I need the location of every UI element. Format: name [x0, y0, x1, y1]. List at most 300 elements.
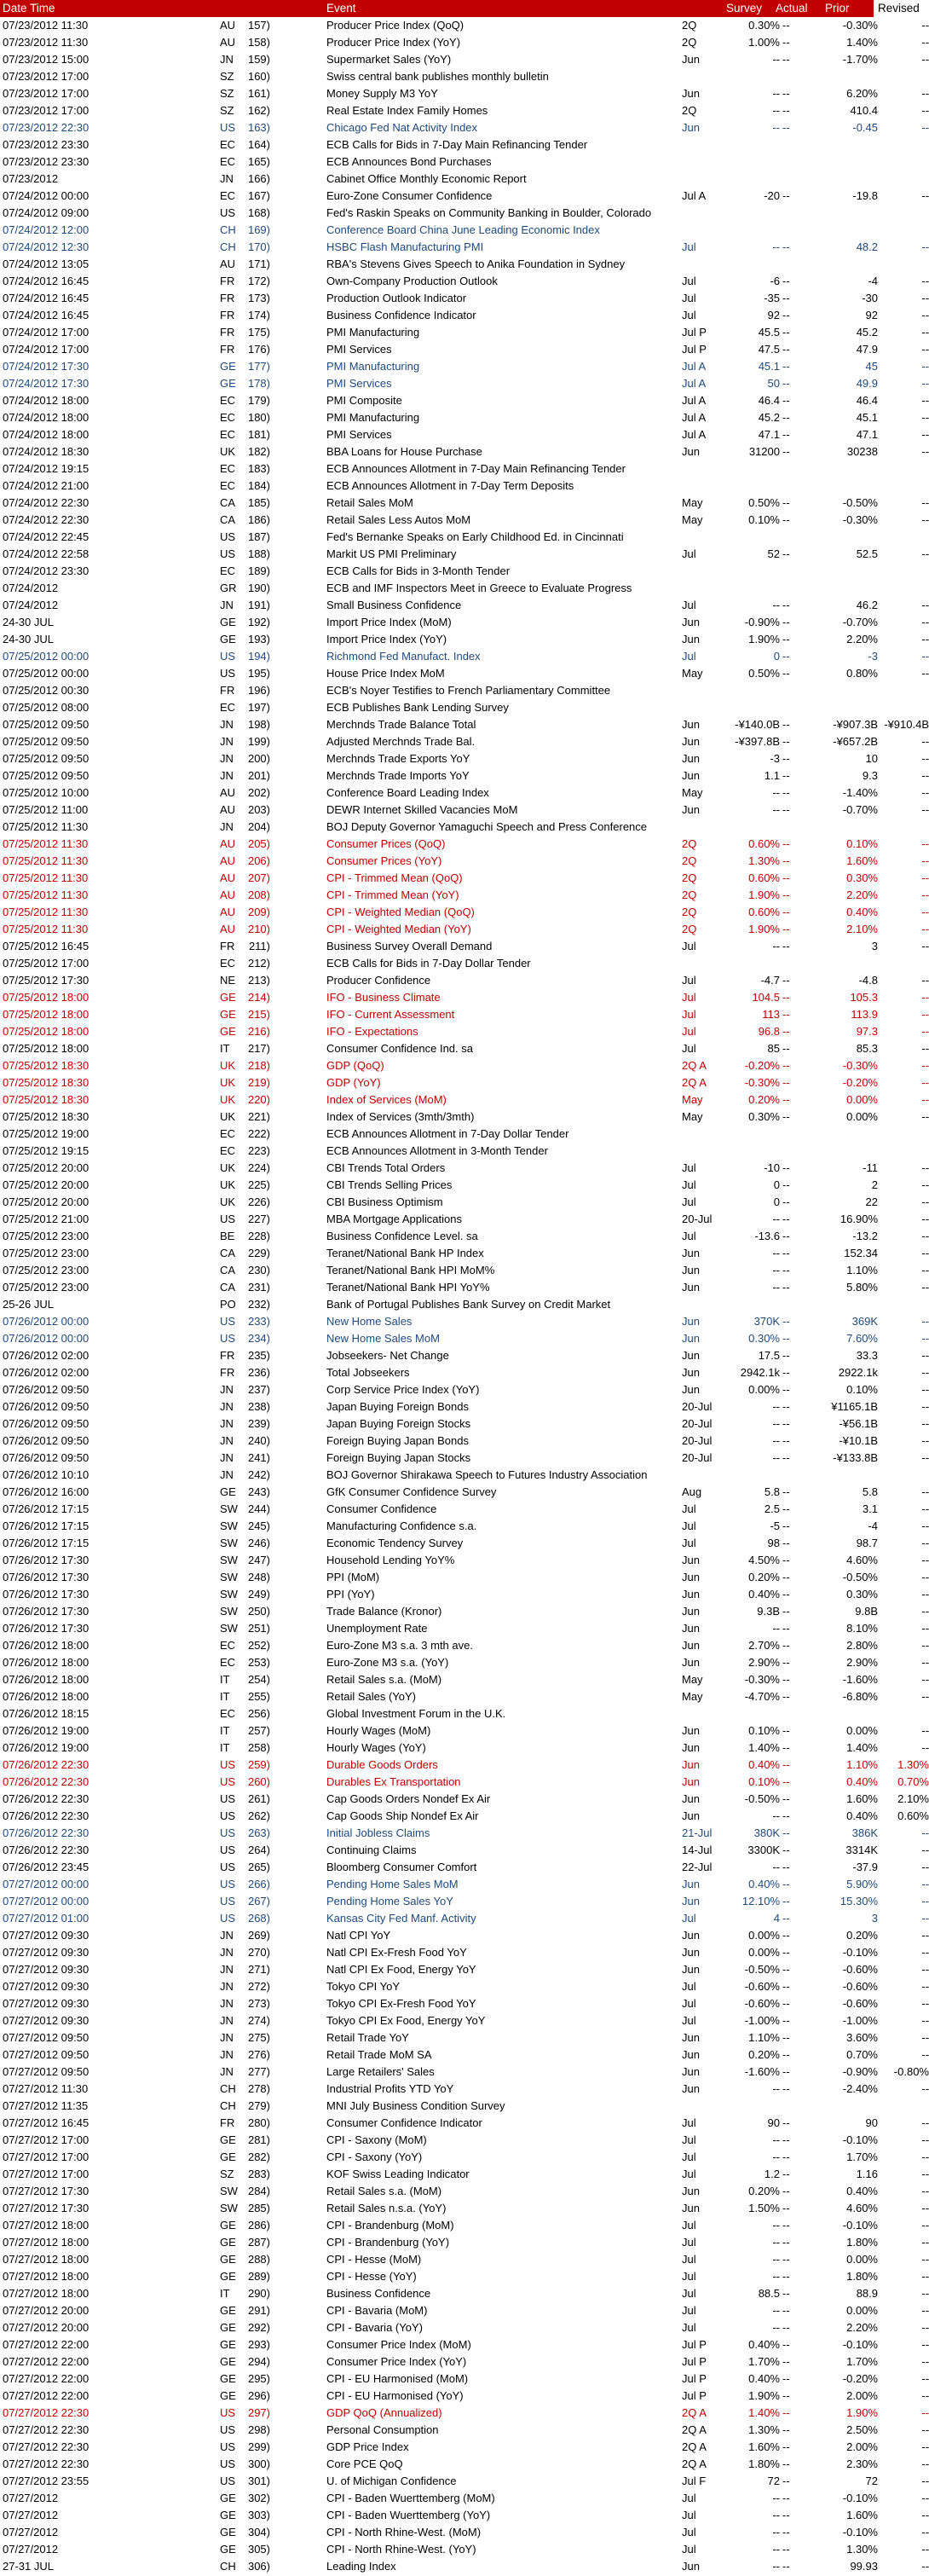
table-row[interactable] — [0, 1944, 929, 1961]
table-row[interactable] — [0, 153, 929, 171]
period: Jun — [682, 1946, 700, 1959]
country-code: JN — [220, 1400, 234, 1413]
table-row[interactable] — [0, 1978, 929, 1995]
table-row[interactable] — [0, 460, 929, 478]
table-row[interactable] — [0, 2353, 929, 2370]
survey-value: 45.2 — [758, 411, 780, 424]
prior-value: 3 — [871, 940, 878, 952]
table-row[interactable] — [0, 2132, 929, 2149]
revised-value: -- — [921, 36, 929, 49]
table-row[interactable] — [0, 2490, 929, 2507]
table-row[interactable] — [0, 921, 929, 938]
table-row[interactable] — [0, 1160, 929, 1177]
table-row[interactable] — [0, 1415, 929, 1433]
table-row[interactable] — [0, 1091, 929, 1109]
prior-value: 0.70% — [846, 2048, 878, 2061]
prior-value: 4.60% — [846, 2202, 878, 2214]
table-row[interactable] — [0, 1620, 929, 1637]
event-number: 206) — [247, 854, 270, 867]
event-number: 159) — [247, 53, 270, 66]
country-code: AU — [220, 36, 236, 49]
table-row[interactable] — [0, 1654, 929, 1671]
survey-value: -0.50% — [744, 1792, 780, 1805]
period: May — [682, 1673, 703, 1686]
table-row[interactable] — [0, 1501, 929, 1518]
country-code: GE — [220, 1008, 236, 1021]
table-row[interactable] — [0, 222, 929, 239]
country-code: EC — [220, 462, 236, 475]
survey-value: 0 — [773, 1178, 780, 1191]
table-row[interactable] — [0, 1296, 929, 1313]
actual-value: -- — [782, 889, 790, 901]
table-row[interactable] — [0, 767, 929, 784]
table-row[interactable] — [0, 853, 929, 870]
table-row[interactable] — [0, 51, 929, 68]
actual-value: -- — [782, 2440, 790, 2453]
survey-value: -- — [772, 240, 780, 253]
date-time: 07/24/2012 16:45 — [3, 309, 89, 321]
period: Jun — [682, 2185, 700, 2197]
date-time: 07/27/2012 22:00 — [3, 2355, 89, 2368]
table-row[interactable] — [0, 2319, 929, 2336]
table-row[interactable] — [0, 2336, 929, 2353]
survey-value: 1.50% — [748, 2202, 780, 2214]
revised-value: -- — [921, 2492, 929, 2504]
period: Jun — [682, 2560, 700, 2573]
table-row[interactable] — [0, 1177, 929, 1194]
table-row[interactable] — [0, 2388, 929, 2405]
table-row[interactable] — [0, 2081, 929, 2098]
period: 2Q A — [682, 2457, 707, 2470]
survey-value: 0 — [773, 650, 780, 663]
table-row[interactable] — [0, 188, 929, 205]
event-number: 162) — [247, 104, 270, 117]
table-row[interactable] — [0, 1842, 929, 1859]
table-row[interactable] — [0, 1040, 929, 1057]
table-row[interactable] — [0, 1688, 929, 1705]
prior-value: -1.00% — [842, 2014, 878, 2027]
table-row[interactable] — [0, 1467, 929, 1484]
event-name: New Home Sales MoM — [326, 1332, 440, 1345]
table-row[interactable] — [0, 648, 929, 665]
table-row[interactable] — [0, 1637, 929, 1654]
actual-value: -- — [782, 309, 790, 321]
event-number: 237) — [247, 1383, 270, 1396]
table-row[interactable] — [0, 2234, 929, 2251]
event-number: 304) — [247, 2526, 270, 2538]
event-name: ECB Announces Bond Purchases — [326, 155, 492, 168]
revised-value: -- — [921, 1008, 929, 1021]
event-number: 209) — [247, 906, 270, 918]
table-row[interactable] — [0, 1194, 929, 1211]
revised-value: -- — [921, 1741, 929, 1754]
event-number: 278) — [247, 2082, 270, 2095]
date-time: 07/27/2012 11:30 — [3, 2082, 89, 2095]
table-row[interactable] — [0, 887, 929, 904]
table-row[interactable] — [0, 2302, 929, 2319]
table-row[interactable] — [0, 495, 929, 512]
table-row[interactable] — [0, 2370, 929, 2388]
table-row[interactable] — [0, 2064, 929, 2081]
table-row[interactable] — [0, 972, 929, 989]
table-row[interactable] — [0, 2422, 929, 2439]
table-row[interactable] — [0, 2183, 929, 2200]
country-code: UK — [220, 1076, 236, 1089]
table-row[interactable] — [0, 1705, 929, 1722]
country-code: IT — [220, 1042, 230, 1055]
table-row[interactable] — [0, 819, 929, 836]
table-row[interactable] — [0, 1313, 929, 1330]
survey-value: 1.90% — [748, 2389, 780, 2402]
table-row[interactable] — [0, 1143, 929, 1160]
date-time: 07/24/2012 — [3, 599, 59, 611]
table-row[interactable] — [0, 904, 929, 921]
event-name: PMI Services — [326, 377, 392, 390]
actual-value: -- — [782, 1332, 790, 1345]
table-row[interactable] — [0, 682, 929, 699]
table-row[interactable] — [0, 597, 929, 614]
table-row[interactable] — [0, 2268, 929, 2285]
table-row[interactable] — [0, 2405, 929, 2422]
table-row[interactable] — [0, 1398, 929, 1415]
survey-value: -- — [772, 1400, 780, 1413]
period: 20-Jul — [682, 1434, 713, 1447]
table-row[interactable] — [0, 836, 929, 853]
table-row[interactable] — [0, 443, 929, 460]
survey-value: 12.10% — [741, 1895, 780, 1907]
table-row[interactable] — [0, 1023, 929, 1040]
table-row[interactable] — [0, 938, 929, 955]
survey-value: 0.00% — [748, 1383, 780, 1396]
survey-value: 0.20% — [748, 1093, 780, 1106]
date-time: 07/25/2012 09:50 — [3, 735, 89, 748]
date-time: 24-30 JUL — [3, 616, 54, 628]
table-row[interactable] — [0, 1109, 929, 1126]
table-row[interactable] — [0, 1535, 929, 1552]
table-row[interactable] — [0, 205, 929, 222]
period: May — [682, 496, 703, 509]
table-row[interactable] — [0, 1381, 929, 1398]
table-row[interactable] — [0, 1074, 929, 1091]
table-row[interactable] — [0, 2217, 929, 2234]
table-row[interactable] — [0, 409, 929, 426]
table-row[interactable] — [0, 614, 929, 631]
period: Jul — [682, 1042, 696, 1055]
actual-value: -- — [782, 667, 790, 680]
event-name: Durables Ex Transportation — [326, 1775, 461, 1788]
date-time: 07/26/2012 22:30 — [3, 1826, 89, 1839]
table-row[interactable] — [0, 1057, 929, 1074]
table-row[interactable] — [0, 529, 929, 546]
period: May — [682, 513, 703, 526]
period: Jul — [682, 1980, 696, 1993]
table-row[interactable] — [0, 563, 929, 580]
table-row[interactable] — [0, 1808, 929, 1825]
prior-value: -0.30% — [842, 513, 878, 526]
revised-value: -- — [921, 1724, 929, 1737]
table-row[interactable] — [0, 955, 929, 972]
table-row[interactable] — [0, 989, 929, 1006]
event-number: 242) — [247, 1468, 270, 1481]
period: Jul — [682, 2543, 696, 2556]
period: Jul — [682, 1502, 696, 1515]
actual-value: -- — [782, 2526, 790, 2538]
country-code: JN — [220, 1946, 234, 1959]
table-row[interactable] — [0, 2251, 929, 2268]
survey-value: 50 — [767, 377, 780, 390]
table-row[interactable] — [0, 1876, 929, 1893]
table-row[interactable] — [0, 2098, 929, 2115]
table-row[interactable] — [0, 1603, 929, 1620]
table-row[interactable] — [0, 1228, 929, 1245]
survey-value: -1.00% — [744, 2014, 780, 2027]
survey-value: 4 — [773, 1912, 780, 1925]
table-row[interactable] — [0, 2046, 929, 2064]
table-row[interactable] — [0, 239, 929, 256]
revised-value: -- — [921, 394, 929, 407]
table-row[interactable] — [0, 2541, 929, 2558]
event-number: 178) — [247, 377, 270, 390]
table-row[interactable] — [0, 784, 929, 802]
table-row[interactable] — [0, 1552, 929, 1569]
prior-value: 3.1 — [862, 1502, 878, 1515]
table-row[interactable] — [0, 1893, 929, 1910]
table-row[interactable] — [0, 2200, 929, 2217]
event-number: 296) — [247, 2389, 270, 2402]
country-code: US — [220, 1775, 236, 1788]
table-row[interactable] — [0, 1347, 929, 1364]
date-time: 07/26/2012 19:00 — [3, 1724, 89, 1737]
table-row[interactable] — [0, 1740, 929, 1757]
table-row[interactable] — [0, 750, 929, 767]
table-row[interactable] — [0, 2285, 929, 2302]
table-row[interactable] — [0, 1484, 929, 1501]
event-name: Tokyo CPI Ex-Fresh Food YoY — [326, 1997, 476, 2010]
event-name: CPI - Weighted Median (QoQ) — [326, 906, 475, 918]
table-row[interactable] — [0, 1569, 929, 1586]
event-number: 257) — [247, 1724, 270, 1737]
date-time: 07/27/2012 11:35 — [3, 2099, 89, 2112]
country-code: CA — [220, 1281, 236, 1294]
actual-value: -- — [782, 104, 790, 117]
table-row[interactable] — [0, 85, 929, 102]
survey-value: -- — [772, 1622, 780, 1635]
prior-value: 6.20% — [846, 87, 878, 100]
table-row[interactable] — [0, 358, 929, 375]
period: Jul — [682, 547, 696, 560]
event-number: 243) — [247, 1485, 270, 1498]
table-row[interactable] — [0, 426, 929, 443]
table-row[interactable] — [0, 1825, 929, 1842]
event-name: IFO - Business Climate — [326, 991, 441, 1004]
period: May — [682, 667, 703, 680]
table-row[interactable] — [0, 1791, 929, 1808]
table-row[interactable] — [0, 17, 929, 34]
table-row[interactable] — [0, 802, 929, 819]
revised-value: -- — [921, 650, 929, 663]
table-row[interactable] — [0, 1006, 929, 1023]
table-row[interactable] — [0, 375, 929, 392]
table-row[interactable] — [0, 2473, 929, 2490]
table-row[interactable] — [0, 2456, 929, 2473]
prior-value: 1.70% — [846, 2151, 878, 2163]
date-time: 07/27/2012 09:30 — [3, 1980, 89, 1993]
table-row[interactable] — [0, 716, 929, 733]
table-row[interactable] — [0, 2558, 929, 2575]
survey-value: 72 — [767, 2475, 780, 2487]
country-code: CA — [220, 1264, 236, 1276]
table-row[interactable] — [0, 478, 929, 495]
country-code: GE — [220, 2355, 236, 2368]
actual-value: -- — [782, 2014, 790, 2027]
date-time: 07/25/2012 17:00 — [3, 957, 89, 970]
period: Jul — [682, 974, 696, 987]
header-event: Event — [326, 2, 356, 14]
table-row[interactable] — [0, 1126, 929, 1143]
actual-value: -- — [782, 1724, 790, 1737]
prior-value: -0.10% — [842, 2133, 878, 2146]
country-code: AU — [220, 871, 236, 884]
period: Jun — [682, 53, 700, 66]
table-row[interactable] — [0, 665, 929, 682]
prior-value: -37.9 — [852, 1861, 878, 1873]
header-revised: Revised — [878, 2, 920, 14]
event-name: Consumer Confidence Indicator — [326, 2116, 482, 2129]
table-row[interactable] — [0, 1262, 929, 1279]
table-row[interactable] — [0, 273, 929, 290]
date-time: 07/25/2012 17:30 — [3, 974, 89, 987]
table-row[interactable] — [0, 392, 929, 409]
table-row[interactable] — [0, 1245, 929, 1262]
country-code: SZ — [220, 70, 234, 83]
table-row[interactable] — [0, 1671, 929, 1688]
event-number: 277) — [247, 2065, 270, 2078]
table-row[interactable] — [0, 1450, 929, 1467]
country-code: CA — [220, 496, 236, 509]
date-time: 07/25/2012 23:00 — [3, 1247, 89, 1259]
date-time: 07/26/2012 17:30 — [3, 1554, 89, 1566]
revised-value: -- — [921, 2440, 929, 2453]
date-time: 07/27/2012 18:00 — [3, 2219, 89, 2232]
table-row[interactable] — [0, 341, 929, 358]
country-code: EC — [220, 479, 236, 492]
table-row[interactable] — [0, 733, 929, 750]
period: 2Q — [682, 889, 697, 901]
survey-value: 0.60% — [748, 837, 780, 850]
table-row[interactable] — [0, 2524, 929, 2541]
table-row[interactable] — [0, 1722, 929, 1740]
table-row[interactable] — [0, 68, 929, 85]
table-row[interactable] — [0, 1330, 929, 1347]
table-row[interactable] — [0, 1859, 929, 1876]
table-row[interactable] — [0, 1433, 929, 1450]
table-row[interactable] — [0, 546, 929, 563]
event-number: 232) — [247, 1298, 270, 1311]
table-row[interactable] — [0, 307, 929, 324]
table-row[interactable] — [0, 2012, 929, 2029]
table-row[interactable] — [0, 1757, 929, 1774]
country-code: GE — [220, 377, 236, 390]
event-number: 198) — [247, 718, 270, 731]
table-row[interactable] — [0, 290, 929, 307]
table-row[interactable] — [0, 1774, 929, 1791]
table-row[interactable] — [0, 631, 929, 648]
table-row[interactable] — [0, 870, 929, 887]
table-row[interactable] — [0, 256, 929, 273]
period: Jun — [682, 1332, 700, 1345]
country-code: FR — [220, 1366, 235, 1379]
table-row[interactable] — [0, 699, 929, 716]
table-row[interactable] — [0, 1211, 929, 1228]
event-number: 299) — [247, 2440, 270, 2453]
prior-value: -30 — [862, 292, 878, 304]
prior-value: 1.30% — [846, 2543, 878, 2556]
table-row[interactable] — [0, 119, 929, 136]
table-row[interactable] — [0, 1518, 929, 1535]
event-name: Durable Goods Orders — [326, 1758, 438, 1771]
table-row[interactable] — [0, 2149, 929, 2166]
table-row[interactable] — [0, 1279, 929, 1296]
table-row[interactable] — [0, 1927, 929, 1944]
prior-value: -11 — [863, 1161, 878, 1174]
table-row[interactable] — [0, 1961, 929, 1978]
table-row[interactable] — [0, 34, 929, 51]
table-row[interactable] — [0, 2029, 929, 2046]
table-row[interactable] — [0, 1995, 929, 2012]
event-number: 193) — [247, 633, 270, 645]
period: Jul F — [682, 2475, 707, 2487]
table-row[interactable] — [0, 1910, 929, 1927]
event-number: 180) — [247, 411, 270, 424]
country-code: FR — [220, 326, 235, 339]
table-row[interactable] — [0, 102, 929, 119]
prior-value: -1.60% — [842, 1673, 878, 1686]
table-row[interactable] — [0, 580, 929, 597]
revised-value: -- — [921, 1451, 929, 1464]
country-code: AU — [220, 803, 236, 816]
date-time: 07/25/2012 18:30 — [3, 1076, 89, 1089]
event-name: CPI - Trimmed Mean (YoY) — [326, 889, 459, 901]
revised-value: -- — [921, 2202, 929, 2214]
country-code: US — [220, 2457, 236, 2470]
table-row[interactable] — [0, 2507, 929, 2524]
actual-value: -- — [782, 2355, 790, 2368]
revised-value: -- — [921, 1281, 929, 1294]
country-code: PO — [220, 1298, 236, 1311]
table-row[interactable] — [0, 136, 929, 153]
table-row[interactable] — [0, 1586, 929, 1603]
event-number: 275) — [247, 2031, 270, 2044]
table-row[interactable] — [0, 2115, 929, 2132]
table-row[interactable] — [0, 512, 929, 529]
prior-value: -0.70% — [842, 616, 878, 628]
table-row[interactable] — [0, 2166, 929, 2183]
period: Jun — [682, 2082, 700, 2095]
event-number: 172) — [247, 275, 270, 287]
prior-value: 1.80% — [846, 2236, 878, 2249]
table-row[interactable] — [0, 2439, 929, 2456]
event-name: CPI - EU Harmonised (MoM) — [326, 2372, 469, 2385]
table-row[interactable] — [0, 1364, 929, 1381]
event-name: Euro-Zone Consumer Confidence — [326, 189, 493, 202]
prior-value: 2922.1k — [838, 1366, 878, 1379]
table-row[interactable] — [0, 171, 929, 188]
table-row[interactable] — [0, 324, 929, 341]
prior-value: ¥1165.1B — [831, 1400, 878, 1413]
event-number: 161) — [247, 87, 270, 100]
survey-value: -- — [772, 2151, 780, 2163]
actual-value: -- — [782, 1963, 790, 1976]
